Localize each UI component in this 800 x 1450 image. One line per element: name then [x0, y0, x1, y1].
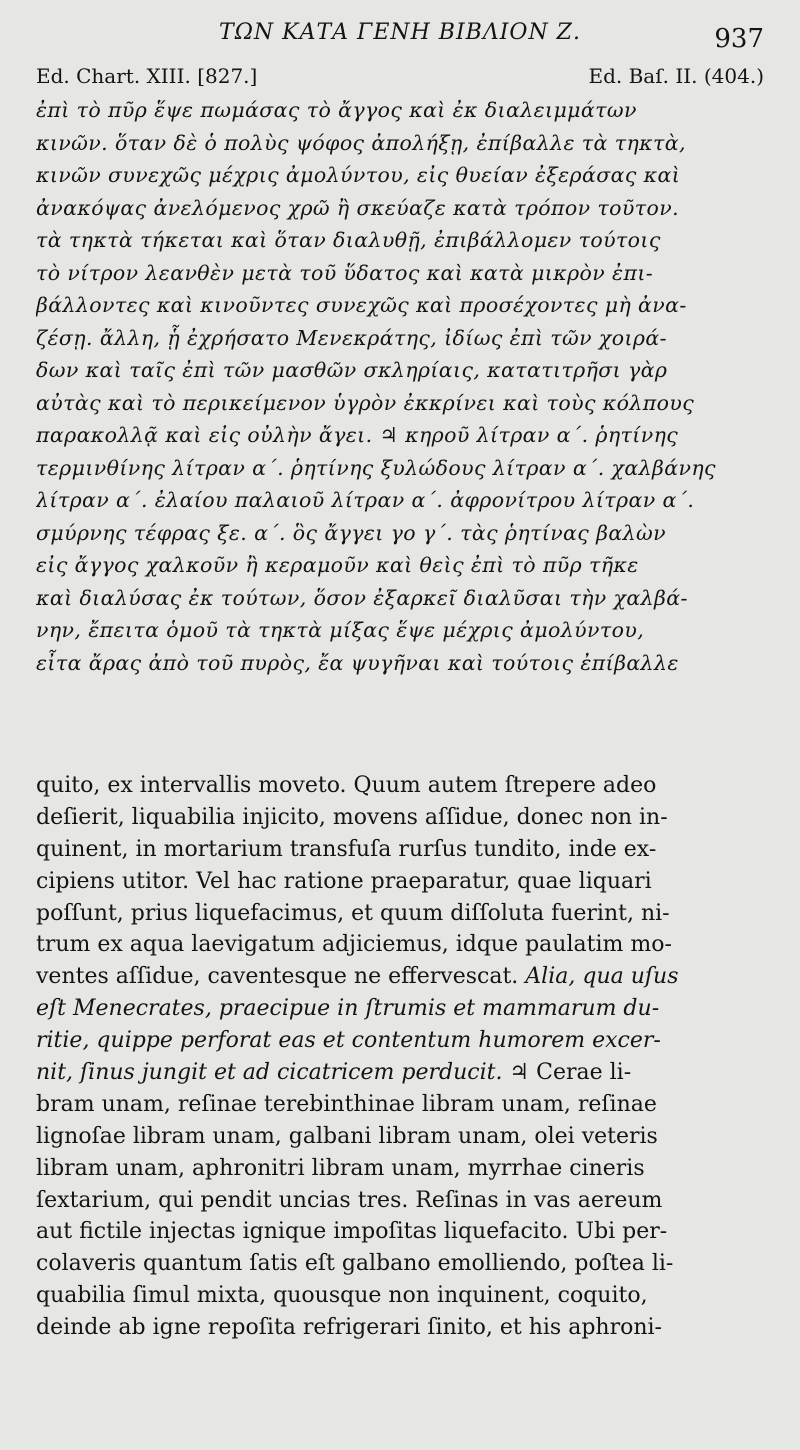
- latin-line: [36, 1089, 764, 1121]
- edition-line: [36, 64, 764, 92]
- greek-line: νην, ἔπειτα ὁμοῦ τὰ τηκτὰ μίξας ἕψε μέχρις ἀμολύντου,: [36, 618, 645, 642]
- page-number: 937: [714, 24, 764, 54]
- greek-line: λίτραν α΄. ἐλαίου παλαιοῦ λίτραν α΄. ἀφρονίτρου λίτραν α΄.: [36, 488, 695, 512]
- latin-line: [36, 1248, 764, 1280]
- greek-line: ἐπὶ τὸ πῦρ ἕψε πωμάσας τὸ ἄγγος καὶ ἐκ διαλειμμάτων: [36, 98, 637, 122]
- latin-line: [36, 1057, 764, 1089]
- greek-text-block: [36, 94, 764, 679]
- greek-line: αὐτὰς καὶ τὸ περικείμενον ὑγρὸν ἐκκρίνει καὶ τοὺς κόλπους: [36, 390, 695, 415]
- greek-line: τὰ τηκτὰ τήκεται καὶ ὅταν διαλυθῇ, ἐπιβάλλομεν τούτοις: [36, 228, 661, 252]
- latin-italic-segment: nit, ſinus jungit et ad cicatricem perducit.: [36, 1060, 503, 1086]
- greek-line: σμύρνης τέφρας ξε. α΄. ὃς ἄγγει γο γ΄. τὰς ῥητίνας βαλὼν: [36, 520, 666, 545]
- greek-line: καὶ διαλύσας ἐκ τούτων, ὅσον ἐξαρκεῖ διαλῦσαι τὴν χαλβά-: [36, 585, 688, 610]
- latin-line: [36, 802, 764, 834]
- latin-line: [36, 1280, 764, 1312]
- greek-line: κινῶν. ὅταν δὲ ὁ πολὺς ψόφος ἀπολήξῃ, ἐπίβαλλε τὰ τηκτὰ,: [36, 130, 686, 155]
- latin-italic-segment: eſt Menecrates, praecipue in ſtrumis et mammarum du-: [36, 996, 660, 1022]
- latin-segment: quabilia ſimul mixta, quousque non inquinent, coquito,: [36, 1283, 648, 1309]
- latin-segment: poſſunt, prius liquefacimus, et quum diſſoluta fuerint, ni-: [36, 900, 670, 926]
- latin-line: [36, 929, 764, 961]
- greek-line: τερμινθίνης λίτραν α΄. ῥητίνης ξυλώδους λίτραν α΄. χαλβάνης: [36, 455, 716, 480]
- latin-segment: ♃ Cerae li-: [502, 1060, 632, 1086]
- latin-line: [36, 1025, 764, 1057]
- latin-line: [36, 1121, 764, 1153]
- latin-line: [36, 898, 764, 930]
- greek-line: κινῶν συνεχῶς μέχρις ἀμολύντου, εἰς θυείαν ἐξεράσας καὶ: [36, 163, 681, 187]
- running-head: [36, 20, 764, 54]
- latin-segment: ventes aſſidue, caventesque ne effervescat.: [36, 964, 526, 990]
- latin-line: [36, 1312, 764, 1344]
- latin-segment: lignoſae libram unam, galbani libram unam, olei veteris: [36, 1123, 658, 1149]
- latin-segment: ſextarium, qui pendit uncias tres. Reſinas in vas aereum: [36, 1187, 663, 1213]
- latin-segment: bram unam, reſinae terebinthinae libram unam, reſinae: [36, 1091, 657, 1117]
- latin-segment: cipiens utitor. Vel hac ratione praeparatur, quae liquari: [36, 868, 652, 894]
- edition-basel: Ed. Baſ. II. (404.): [588, 64, 764, 88]
- greek-line: δων καὶ ταῖς ἐπὶ τῶν μασθῶν σκληρίαις, κατατιτρῆσι γὰρ: [36, 358, 668, 382]
- latin-line: [36, 1185, 764, 1217]
- greek-line: βάλλοντες καὶ κινοῦντες συνεχῶς καὶ προσέχοντες μὴ ἀνα-: [36, 293, 687, 317]
- greek-line: εἶτα ἄρας ἀπὸ τοῦ πυρὸς, ἔα ψυγῆναι καὶ τούτοις ἐπίβαλλε: [36, 650, 679, 675]
- latin-segment: deſierit, liquabilia injicito, movens aſſidue, donec non in-: [36, 804, 668, 830]
- latin-line: [36, 961, 764, 993]
- latin-line: [36, 1153, 764, 1185]
- latin-line: [36, 1216, 764, 1248]
- latin-line: [36, 834, 764, 866]
- latin-italic-segment: ritie, quippe perforat eas et contentum humorem excer-: [36, 1028, 661, 1054]
- greek-line: ἀνακόψας ἀνελόμενος χρῶ ἢ σκεύαζε κατὰ τρόπον τοῦτον.: [36, 195, 680, 220]
- latin-segment: colaveris quantum ſatis eſt galbano emolliendo, poſtea li-: [36, 1251, 674, 1277]
- latin-segment: trum ex aqua laevigatum adjiciemus, idque paulatim mo-: [36, 932, 672, 958]
- running-title: ΤΩΝ ΚΑΤΑ ΓΕΝΗ ΒΙΒΛΙΟΝ Ζ.: [219, 20, 581, 45]
- latin-line: [36, 993, 764, 1025]
- latin-segment: aut fictile injectas ignique impoſitas liquefacito. Ubi per-: [36, 1219, 668, 1245]
- latin-segment: quito, ex intervallis moveto. Quum autem ſtrepere adeo: [36, 773, 657, 798]
- latin-line: [36, 866, 764, 898]
- greek-line: παρακολλᾷ καὶ εἰς οὐλὴν ἄγει. ♃ κηροῦ λίτραν α΄. ῥητίνης: [36, 423, 679, 447]
- latin-line: [36, 770, 764, 802]
- latin-segment: quinent, in mortarium transfuſa rurſus tundito, inde ex-: [36, 836, 657, 862]
- greek-line: εἰς ἄγγος χαλκοῦν ἢ κεραμοῦν καὶ θεὶς ἐπὶ τὸ πῦρ τῆκε: [36, 553, 639, 577]
- latin-italic-segment: Alia, qua uſus: [525, 964, 679, 990]
- greek-line: τὸ νίτρον λεανθὲν μετὰ τοῦ ὕδατος καὶ κατὰ μικρὸν ἐπι-: [36, 260, 654, 285]
- latin-text-block: [36, 770, 764, 1344]
- latin-segment: libram unam, aphronitri libram unam, myrrhae cineris: [36, 1155, 645, 1181]
- latin-segment: deinde ab igne repoſita refrigerari ſinito, et his aphroni-: [36, 1315, 662, 1341]
- greek-line: ζέσῃ. ἄλλη, ᾗ ἐχρήσατο Μενεκράτης, ἰδίως ἐπὶ τῶν χοιρά-: [36, 325, 667, 350]
- edition-chartier: Ed. Chart. XIII. [827.]: [36, 64, 258, 88]
